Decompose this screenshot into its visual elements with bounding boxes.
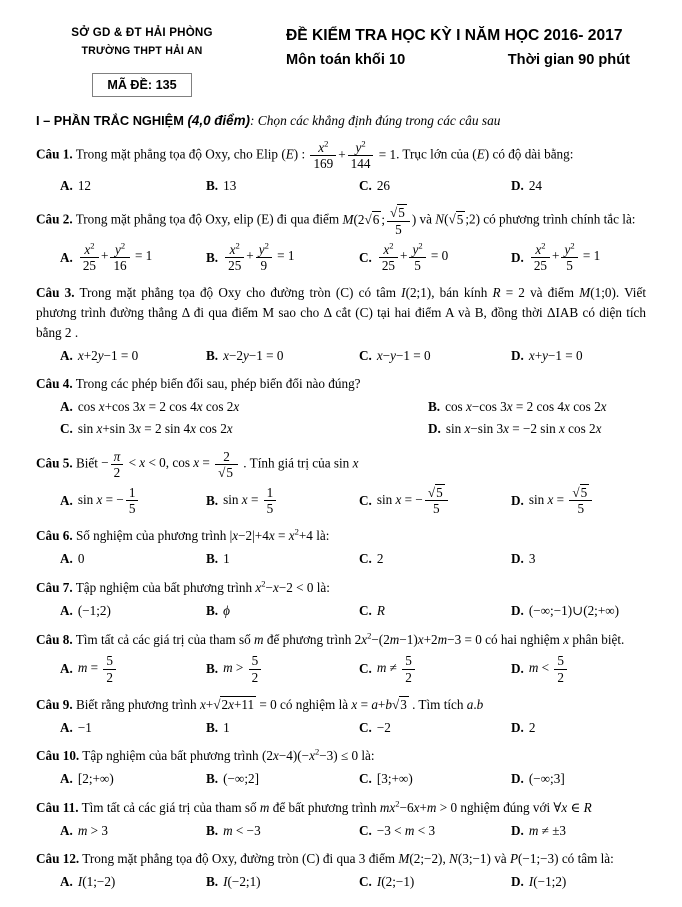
option-value: $\frac{x^2}{25}$ + $\frac{y^2}{9}$ = 1 <box>223 241 294 274</box>
option-label: C. <box>359 347 372 363</box>
question-stem <box>36 630 646 650</box>
question-stem <box>36 448 646 481</box>
question-text: Tập nghiệm của bất phương trình $x^2-x-2 < 0$ là: <box>72 578 330 595</box>
question <box>36 695 646 739</box>
question-number: Câu 8. <box>36 631 73 647</box>
option-value: x−2y−1 = 0 <box>223 347 284 363</box>
option-value: I(1;−2) <box>77 874 116 890</box>
option-label: C. <box>359 177 372 193</box>
exam-subject: Môn toán khối 10 <box>286 52 406 69</box>
question-number: Câu 7. <box>36 579 73 595</box>
option-b <box>206 600 359 622</box>
option-label: B. <box>206 661 219 677</box>
option-label: A. <box>60 602 73 618</box>
question-number: Câu 4. <box>36 376 73 392</box>
option-value: −1 <box>77 719 92 735</box>
option-label: C. <box>359 822 372 838</box>
option-c <box>60 418 428 440</box>
option-value: 3 <box>528 551 536 567</box>
option-value: sin x = $\frac{1}{5}$ <box>223 484 278 517</box>
question-number: Câu 3. <box>36 285 75 301</box>
option-d <box>511 483 646 518</box>
option-a <box>60 396 428 418</box>
option-value: R <box>376 602 385 618</box>
question <box>36 798 646 842</box>
option-label: C. <box>359 492 372 508</box>
question-number: Câu 9. <box>36 696 73 712</box>
options-row <box>60 820 646 842</box>
option-label: D. <box>511 874 524 890</box>
option-label: B. <box>206 719 219 735</box>
question-stem <box>36 139 646 172</box>
question-number: Câu 2. <box>36 212 73 228</box>
option-b <box>206 820 359 842</box>
question-text: Tìm tất cả các giá trị của tham số m để bất phương trình $mx^2-6x+m > 0$ nghiệm đúng với ∀x ∈ R <box>78 798 592 815</box>
question-text: Biết − $\frac{\pi}{2}$ < x < 0, cos x = $\frac{2}{√5}$ . Tính giá trị của sin x <box>72 448 359 480</box>
option-value: sin x = − $\frac{1}{5}$ <box>78 484 141 517</box>
option-value: (−1;2) <box>77 602 111 618</box>
option-value: 1 <box>223 719 230 735</box>
question <box>36 139 646 196</box>
option-label: D. <box>511 249 524 265</box>
option-label: A. <box>60 822 73 838</box>
option-a <box>60 871 206 893</box>
section-points: (4,0 điểm) <box>187 113 250 129</box>
question-number: Câu 12. <box>36 851 80 867</box>
question-number: Câu 6. <box>36 528 73 544</box>
question <box>36 374 646 439</box>
option-d <box>511 345 646 367</box>
option-label: B. <box>206 249 219 265</box>
option-label: C. <box>359 551 372 567</box>
options-row <box>60 483 646 518</box>
option-c <box>359 345 511 367</box>
option-c <box>359 548 511 570</box>
question-text: Trong mặt phẳng tọa độ Oxy, cho Elip (E) : $\frac{x^2}{169}$ + $\frac{y^2}{144}$ = 1. Trục lớn của (E) có độ dài bằng: <box>72 138 574 172</box>
option-c <box>359 175 511 197</box>
question <box>36 630 646 687</box>
option-label: A. <box>60 249 73 265</box>
option-label: D. <box>511 661 524 677</box>
option-value: cos x−cos 3x = 2 cos 4x cos 2x <box>445 399 607 415</box>
option-label: C. <box>359 771 372 787</box>
options-row <box>60 717 646 739</box>
question-text: Tập nghiệm của bất phương trình $(2x-4)(-x^2-3) \le 0$ là: <box>79 746 375 764</box>
option-label: A. <box>60 661 73 677</box>
question <box>36 746 646 790</box>
option-value: sin x+sin 3x = 2 sin 4x cos 2x <box>77 420 233 436</box>
subject-duration-row <box>286 50 646 72</box>
question-number: Câu 5. <box>36 455 73 471</box>
exam-duration: Thời gian 90 phút <box>507 52 630 69</box>
question-stem <box>36 578 646 598</box>
question-stem <box>36 374 646 394</box>
option-label: B. <box>206 347 219 363</box>
option-value: 12 <box>77 177 92 193</box>
option-a <box>60 175 206 197</box>
exam-code-box: MÃ ĐỀ: 135 <box>92 73 191 97</box>
options-row <box>60 600 646 622</box>
question-number: Câu 10. <box>36 748 80 764</box>
question-text: Số nghiệm của phương trình $|x-2|+4x = x^2+4$ là: <box>72 526 330 544</box>
option-c <box>359 820 511 842</box>
option-b <box>206 240 359 275</box>
question-text: Trong mặt phẳng tọa độ Oxy, đường tròn (C) đi qua 3 điểm M(2;−2), N(3;−1) và P(−1;−3) có tâm là: <box>79 851 614 867</box>
option-value: 1 <box>223 551 230 567</box>
school-name: TRƯỜNG THPT HẢI AN <box>81 45 203 58</box>
option-value: 24 <box>528 177 543 193</box>
option-b <box>206 717 359 739</box>
exam-title: ĐỀ KIỂM TRA HỌC KỲ I NĂM HỌC 2016- 2017 <box>286 27 623 44</box>
option-value: x−y−1 = 0 <box>376 347 431 363</box>
option-d <box>511 600 646 622</box>
option-value: m ≠ $\frac{5}{2}$ <box>377 652 417 685</box>
question <box>36 448 646 519</box>
option-value: I(−1;2) <box>528 874 567 890</box>
question-stem <box>36 746 646 766</box>
question <box>36 204 646 275</box>
option-a <box>60 768 206 790</box>
option-value: (−∞;−1)∪(2;+∞) <box>528 602 620 618</box>
question-number: Câu 11. <box>36 799 79 815</box>
option-label: D. <box>511 347 524 363</box>
option-a <box>60 240 206 275</box>
option-value: $\frac{x^2}{25}$ + $\frac{y^2}{5}$ = 0 <box>377 241 448 274</box>
option-value: [3;+∞) <box>376 771 413 787</box>
option-d <box>511 651 646 686</box>
option-label: D. <box>511 719 524 735</box>
option-value: 2 <box>528 719 536 735</box>
option-value: I(2;−1) <box>376 874 415 890</box>
option-c <box>359 871 511 893</box>
option-label: D. <box>511 492 524 508</box>
options-row <box>60 240 646 275</box>
option-a <box>60 548 206 570</box>
option-label: D. <box>511 602 524 618</box>
option-label: A. <box>60 399 73 415</box>
option-label: A. <box>60 551 73 567</box>
exam-header <box>36 24 646 97</box>
option-label: B. <box>206 177 219 193</box>
option-label: B. <box>206 492 219 508</box>
option-label: D. <box>511 771 524 787</box>
header-right <box>248 24 646 72</box>
options-row <box>60 396 646 440</box>
question-text: Trong các phép biến đổi sau, phép biến đổi nào đúng? <box>72 376 361 392</box>
option-d <box>511 240 646 275</box>
question-text: Trong mặt phẳng tọa độ Oxy cho đường tròn (C) có tâm I(2;1), bán kính R = 2 và điểm M(1;0). Viết phương trình đường thẳng Δ đi qua điểm M sao cho Δ cắt (C) tại hai điểm A và B, đồng thời ΔIAB có diện tích bằng 2 . <box>36 285 646 340</box>
option-d <box>428 418 646 440</box>
option-value: (−∞;3] <box>528 771 565 787</box>
question <box>36 849 646 893</box>
option-label: C. <box>359 602 372 618</box>
options-row <box>60 651 646 686</box>
option-label: A. <box>60 177 73 193</box>
section-title: I – PHẦN TRẮC NGHIỆM <box>36 113 188 129</box>
option-label: B. <box>206 602 219 618</box>
department-name: SỞ GD & ĐT HẢI PHÒNG <box>71 26 213 39</box>
option-label: A. <box>60 874 73 890</box>
question-text: Trong mặt phẳng tọa độ Oxy, elip (E) đi qua điểm M(2√6 ; $\frac{√5}{5}$ ) và N(√5 ;2) có phương trình chính tắc là: <box>72 205 636 237</box>
option-a <box>60 717 206 739</box>
option-d <box>511 871 646 893</box>
options-row <box>60 548 646 570</box>
option-label: C. <box>60 420 73 436</box>
option-value: m ≠ ±3 <box>528 822 567 838</box>
option-d <box>511 820 646 842</box>
question <box>36 578 646 622</box>
option-c <box>359 600 511 622</box>
option-b <box>206 483 359 518</box>
option-label: A. <box>60 347 73 363</box>
option-value: sin x = $\frac{√5}{5}$ <box>529 484 594 517</box>
option-d <box>511 768 646 790</box>
question-stem <box>36 204 646 237</box>
option-d <box>511 717 646 739</box>
option-a <box>60 651 206 686</box>
option-value: sin x = − $\frac{√5}{5}$ <box>377 484 450 517</box>
question-number: Câu 1. <box>36 146 73 162</box>
question-stem <box>36 526 646 546</box>
exam-code-wrap <box>36 73 248 97</box>
option-label: A. <box>60 492 73 508</box>
option-label: C. <box>359 249 372 265</box>
option-label: B. <box>428 399 441 415</box>
option-value: sin x−sin 3x = −2 sin x cos 2x <box>445 420 602 436</box>
option-c <box>359 651 511 686</box>
option-c <box>359 768 511 790</box>
option-a <box>60 820 206 842</box>
option-value: m < −3 <box>223 822 261 838</box>
option-value: 0 <box>77 551 85 567</box>
options-row <box>60 345 646 367</box>
option-value: −3 < m < 3 <box>376 822 436 838</box>
header-left <box>36 24 248 97</box>
option-d <box>511 175 646 197</box>
option-value: (−∞;2] <box>223 771 259 787</box>
option-value: x+y−1 = 0 <box>528 347 583 363</box>
option-b <box>206 871 359 893</box>
option-label: D. <box>511 551 524 567</box>
question-stem <box>36 283 646 342</box>
option-value: m > 3 <box>77 822 108 838</box>
option-label: C. <box>359 661 372 677</box>
question-text: Tìm tất cả các giá trị của tham số m để phương trình $2x^2-(2m-1)x+2m-3 = 0$ có hai nghiệm x phân biệt. <box>72 630 625 647</box>
option-c <box>359 240 511 275</box>
option-value: $\frac{x^2}{25}$ + $\frac{y^2}{5}$ = 1 <box>529 241 600 274</box>
question <box>36 283 646 366</box>
option-value: [2;+∞) <box>77 771 114 787</box>
section-heading <box>36 111 646 131</box>
option-label: B. <box>206 874 219 890</box>
option-value: $\frac{x^2}{25}$ + $\frac{y^2}{16}$ = 1 <box>78 241 152 274</box>
option-b <box>428 396 646 418</box>
option-label: C. <box>359 719 372 735</box>
option-b <box>206 768 359 790</box>
question-text: Biết rằng phương trình x+√2x+11 = 0 có nghiệm là x = a+b√3 . Tìm tích a.b <box>72 696 484 712</box>
option-b <box>206 651 359 686</box>
option-value: ϕ <box>223 602 230 618</box>
option-b <box>206 345 359 367</box>
option-label: B. <box>206 771 219 787</box>
question <box>36 526 646 570</box>
option-d <box>511 548 646 570</box>
option-value: 26 <box>376 177 391 193</box>
option-value: m > $\frac{5}{2}$ <box>223 652 263 685</box>
option-value: I(−2;1) <box>223 874 261 890</box>
option-b <box>206 548 359 570</box>
option-c <box>359 717 511 739</box>
option-label: B. <box>206 551 219 567</box>
option-value: cos x+cos 3x = 2 cos 4x cos 2x <box>77 399 240 415</box>
section-instruction: : Chọn các khẳng định đúng trong các câu sau <box>249 113 501 129</box>
options-row <box>60 768 646 790</box>
option-label: A. <box>60 719 73 735</box>
question-stem <box>36 849 646 869</box>
option-value: 2 <box>376 551 384 567</box>
option-a <box>60 600 206 622</box>
option-b <box>206 175 359 197</box>
option-label: D. <box>511 822 524 838</box>
option-label: B. <box>206 822 219 838</box>
option-label: D. <box>511 177 524 193</box>
option-value: −2 <box>376 719 391 735</box>
option-label: C. <box>359 874 372 890</box>
option-label: A. <box>60 771 73 787</box>
option-c <box>359 483 511 518</box>
option-value: 13 <box>223 177 237 193</box>
options-row <box>60 175 646 197</box>
option-a <box>60 483 206 518</box>
question-stem <box>36 798 646 818</box>
options-row <box>60 871 646 893</box>
option-value: m < $\frac{5}{2}$ <box>529 652 569 685</box>
option-value: m = $\frac{5}{2}$ <box>78 652 118 685</box>
option-a <box>60 345 206 367</box>
option-label: D. <box>428 420 441 436</box>
questions-list <box>36 139 646 893</box>
option-value: x+2y−1 = 0 <box>77 347 139 363</box>
question-stem <box>36 695 646 715</box>
